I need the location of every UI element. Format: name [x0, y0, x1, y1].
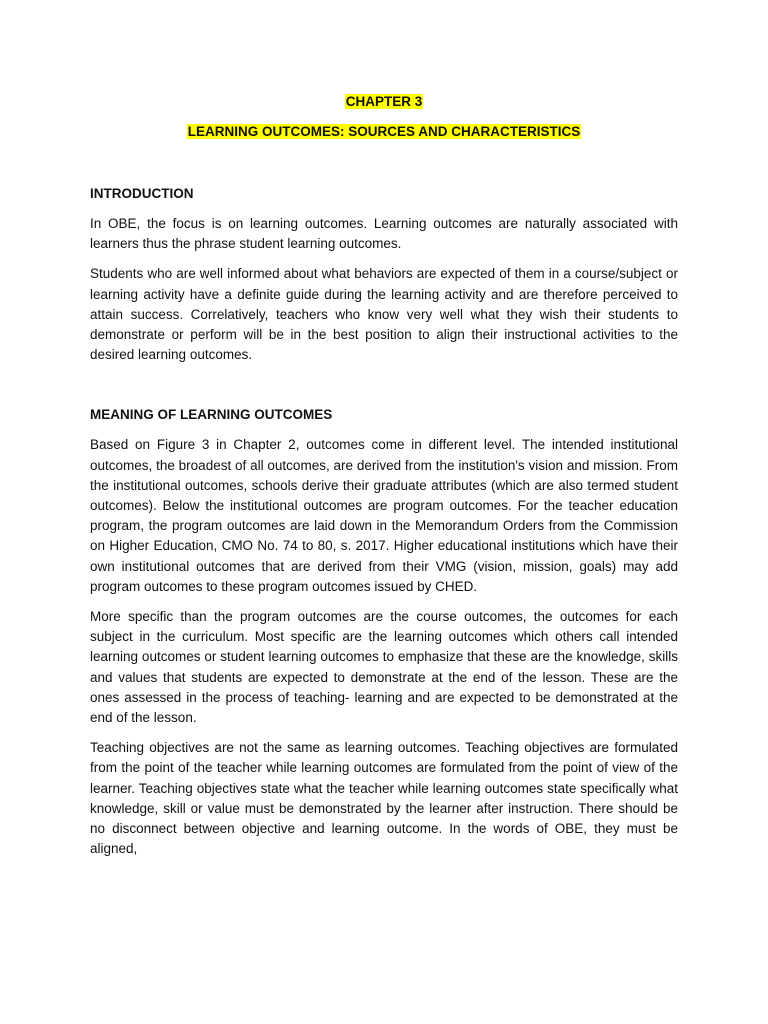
- introduction-heading: INTRODUCTION: [90, 186, 194, 201]
- meaning-paragraph-2: More specific than the program outcomes are the course outcomes, the outcomes for each subject in the curriculum. Most specific are the learning outcomes which others call intended learning outcomes or student learning outcomes to emphasize that these are the knowledge, skills and values that students are expected to demonstrate at the end of the lesson. These are the ones assessed in the process of teaching- learning and are expected to be demonstrated at the end of the lesson.: [90, 609, 678, 726]
- meaning-paragraph-1: Based on Figure 3 in Chapter 2, outcomes come in different level. The intended institutional outcomes, the broadest of all outcomes, are derived from the institution's vision and mission. From the institutional outcomes, schools derive their graduate attributes (which are also termed student outcomes). Below the institutional outcomes are program outcomes. For the teacher education program, the program outcomes are laid down in the Memorandum Orders from the Commission on Higher Education, CMO No. 74 to 80, s. 2017. Higher educational institutions which have their own institutional outcomes that are derived from their VMG (vision, mission, goals) may add program outcomes to these program outcomes issued by CHED.: [90, 437, 678, 594]
- chapter-label: CHAPTER 3: [345, 94, 423, 109]
- chapter-label-line: [90, 92, 678, 112]
- introduction-paragraph-2: Students who are well informed about what behaviors are expected of them in a course/subject or learning activity have a definite guide during the learning activity and are therefore perceived to attain success. Correlatively, teachers who know very well what they wish their students to demonstrate or perform will be in the best position to align their instructional activities to the desired learning outcomes.: [90, 266, 678, 363]
- meaning-heading: MEANING OF LEARNING OUTCOMES: [90, 407, 333, 423]
- chapter-title-line: [90, 122, 678, 142]
- meaning-paragraph-3: Teaching objectives are not the same as learning outcomes. Teaching objectives are formulated from the point of the teacher while learning outcomes are formulated from the point of view of the learner. Teaching objectives state what the teacher while learning outcomes state specifically what knowledge, skill or value must be demonstrated by the learner after instruction. There should be no disconnect between objective and learning outcome. In the words of OBE, they must be aligned,: [90, 740, 678, 857]
- introduction-paragraph-1: In OBE, the focus is on learning outcomes. Learning outcomes are naturally associated with learners thus the phrase student learning outcomes.: [90, 216, 678, 252]
- chapter-title: LEARNING OUTCOMES: SOURCES AND CHARACTERISTICS: [187, 124, 581, 139]
